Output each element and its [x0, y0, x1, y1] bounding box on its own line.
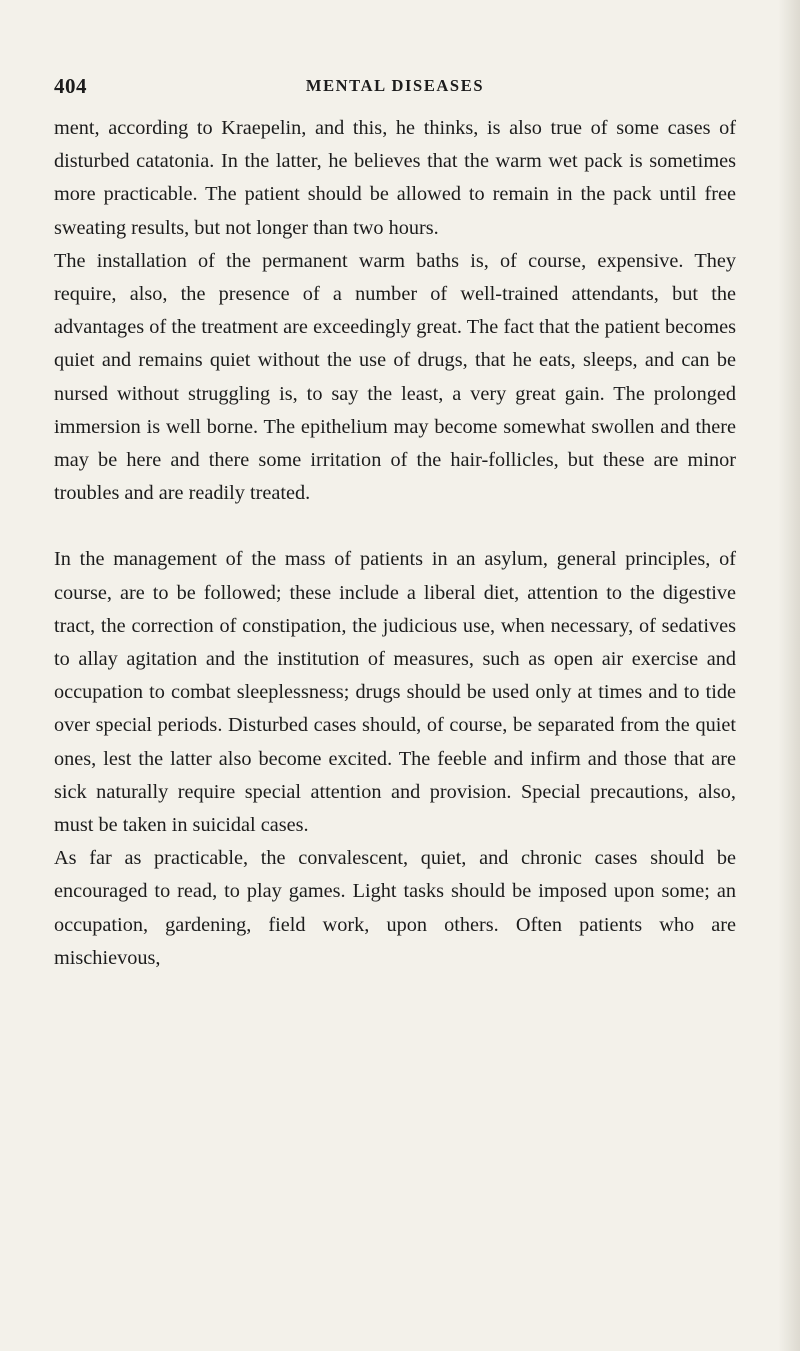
paragraph-continuation: ment, according to Kraepelin, and this, he thinks, is also true of some cases of disturbed catatonia. In the latter, he believes that the warm wet pack is sometimes more practicable. The patient should be allowed to remain in the pack until free sweating results, but not longer than two hours. [54, 117, 736, 239]
paragraph-convalescent-cases: As far as practicable, the convalescent, quiet, and chronic cases should be encouraged to read, to play games. Light tasks should be imposed upon some; an occupation, gardening, field work, upon others. Often patients who are mischievous, [54, 847, 736, 969]
page-edge-shadow [778, 0, 800, 1351]
body-text [54, 112, 736, 975]
paragraph-permanent-baths: The installation of the permanent warm baths is, of course, expensive. They require, also, the presence of a number of well-trained attendants, but the advantages of the treatment are exceedingly great. The fact that the patient becomes quiet and remains quiet without the use of drugs, that he eats, sleeps, and can be nursed without struggling is, to say the least, a very great gain. The prolonged immersion is well borne. The epithelium may become somewhat swollen and there may be here and there some irritation of the hair-follicles, but these are minor troubles and are readily treated. [54, 249, 736, 505]
page-number: 404 [54, 74, 87, 98]
paragraph-asylum-management: In the management of the mass of patients in an asylum, general principles, of course, are to be followed; these include a liberal diet, attention to the digestive tract, the correction of constipation, the judicious use, when necessary, of sedatives to allay agitation and the institution of measures, such as open air exercise and occupation to combat sleeplessness; drugs should be used only at times and to tide over special periods. Disturbed cases should, of course, be separated from the quiet ones, lest the latter also become excited. The feeble and infirm and those that are sick naturally require special attention and provision. Special precautions, also, must be taken in suicidal cases. [54, 548, 736, 837]
running-head: MENTAL DISEASES [305, 76, 485, 95]
page-header [54, 68, 736, 102]
